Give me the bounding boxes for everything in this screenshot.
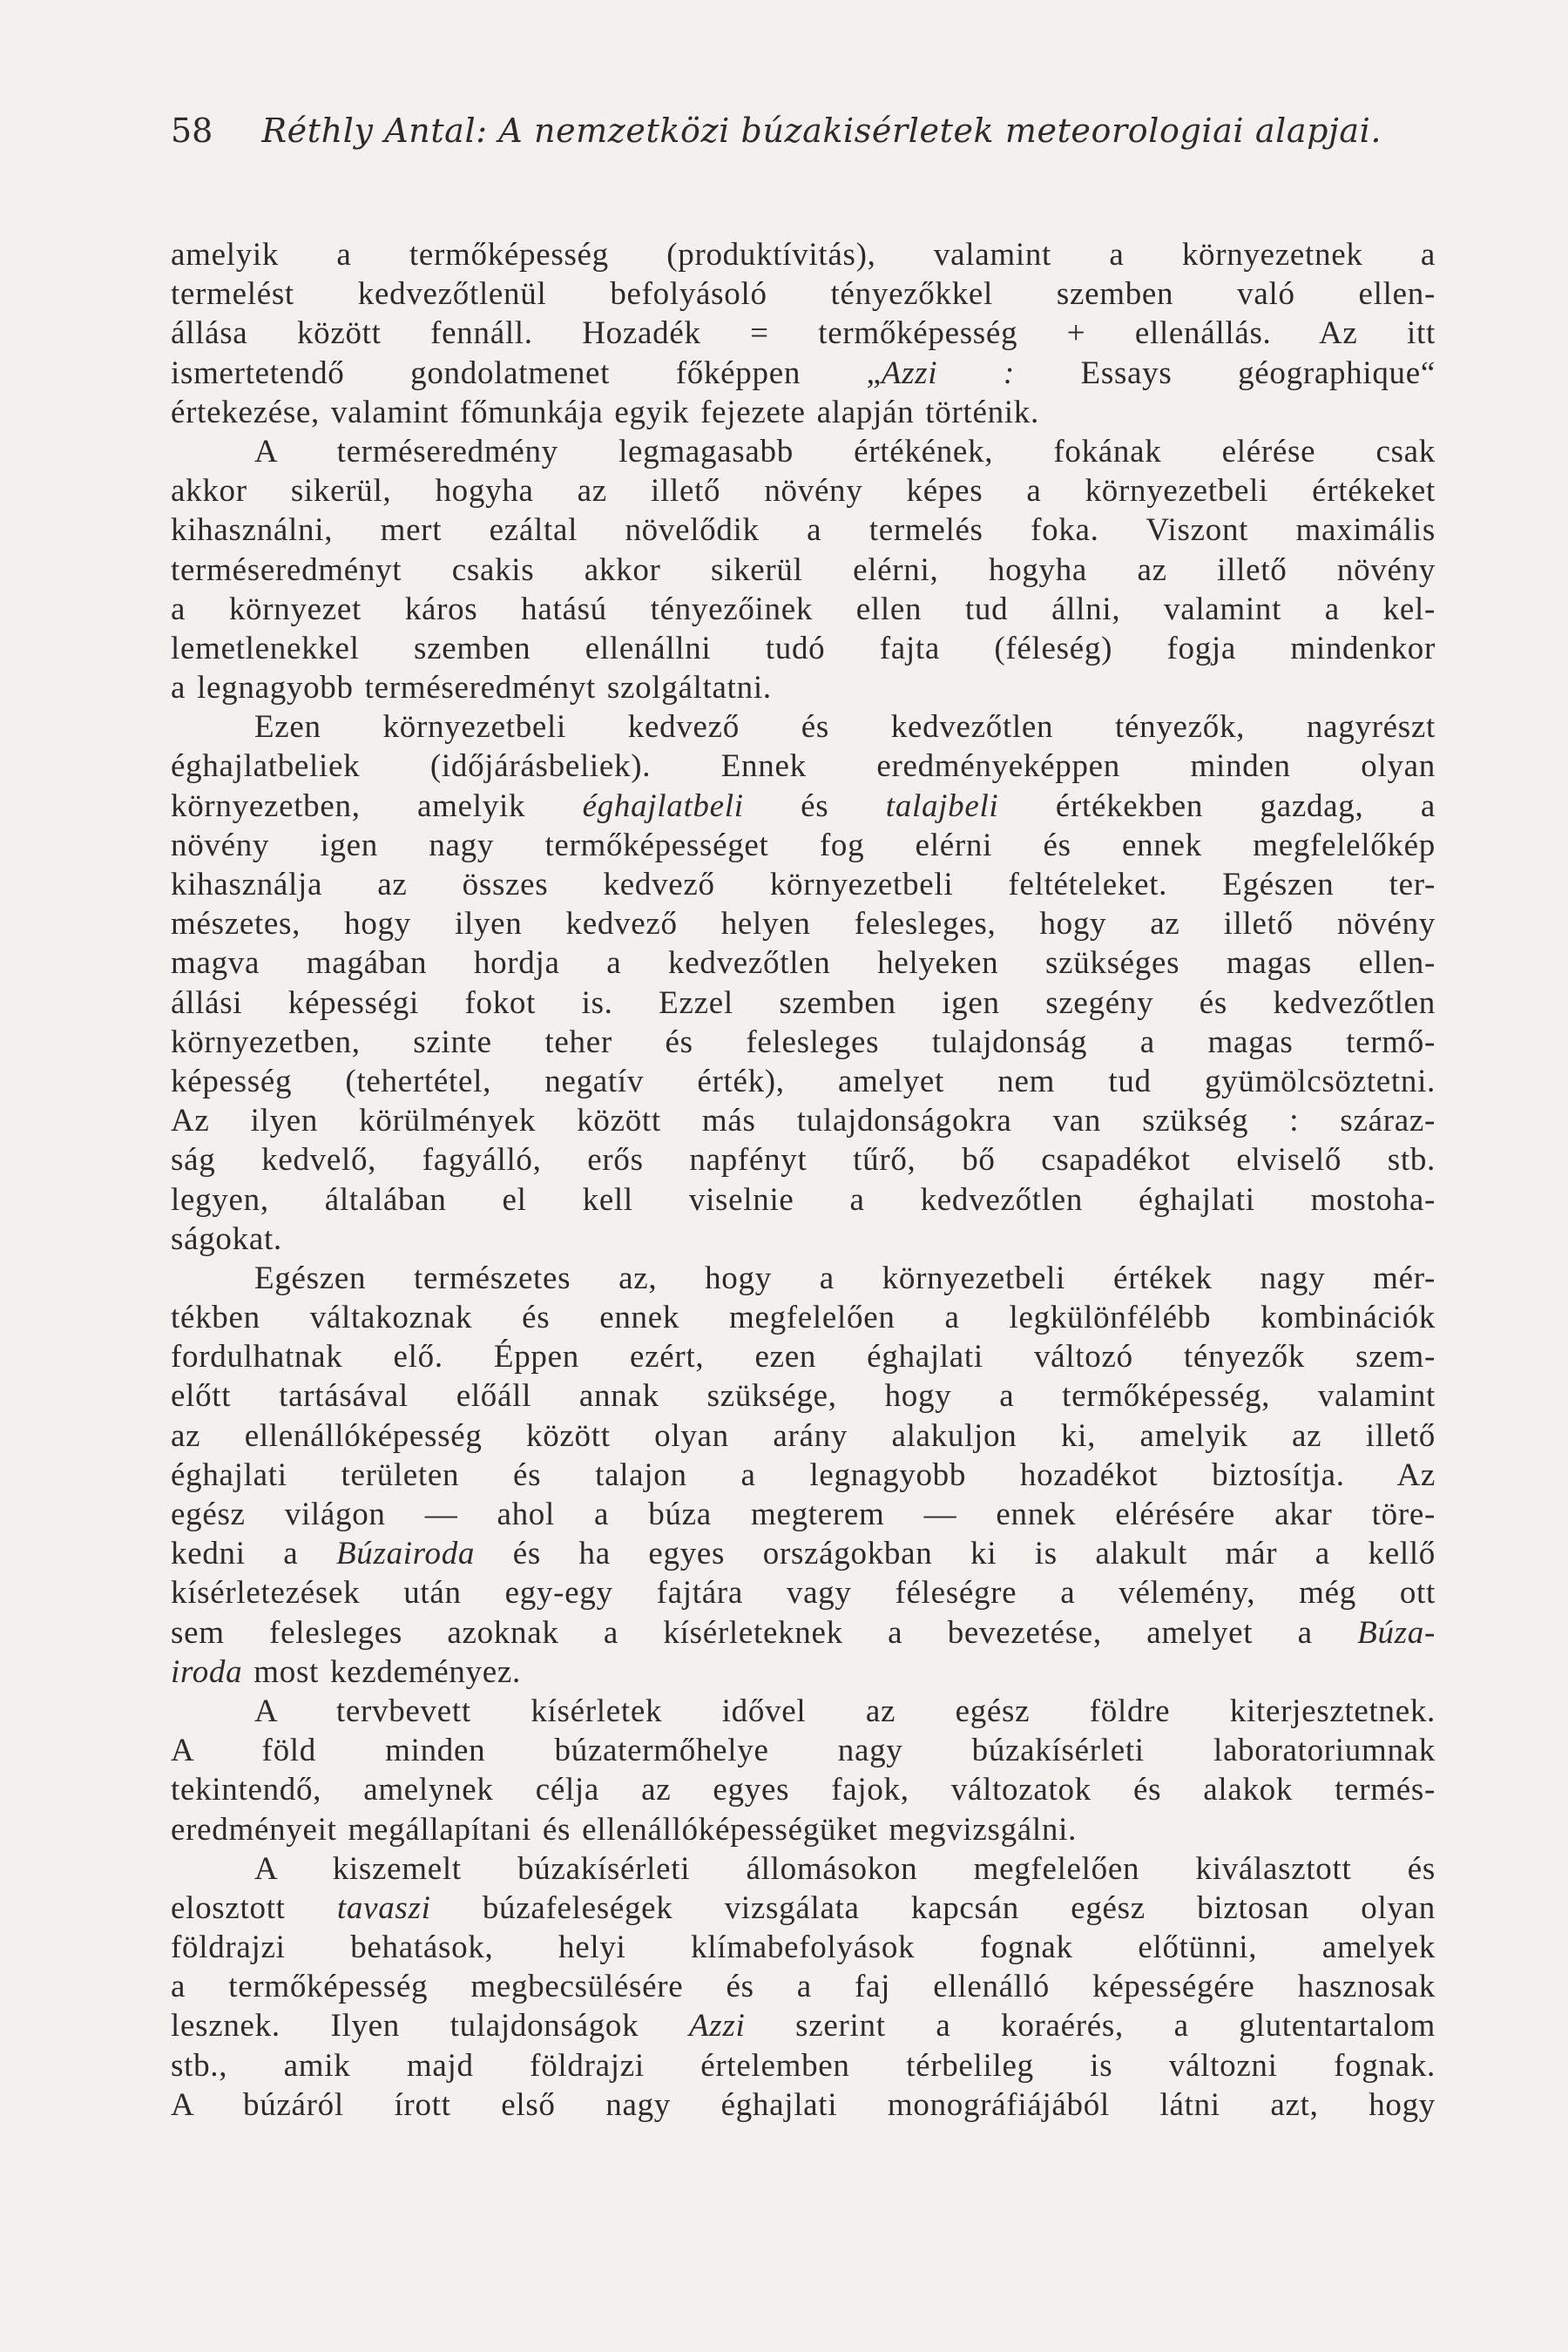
text-segment: stb., amik majd földrajzi értelemben térbelileg is változni fognak. [171,2047,1436,2084]
text-segment: Ezen környezetbeli kedvező és kedvezőtlen tényezők, nagyrészt [254,709,1436,746]
text-line [171,865,1436,904]
text-line [171,1652,1436,1692]
text-segment: elosztott [171,1889,337,1926]
text-line [171,1376,1436,1416]
italic-text: iroda [171,1653,243,1690]
page-number: 58 [171,112,213,150]
text-segment: kihasználja az összes kedvező környezetbeli feltételeket. Egészen ter- [171,867,1436,902]
italic-text: Azzi [689,2008,746,2044]
text-segment: az ellenállóképesség között olyan arány alakuljon ki, amelyik az illető [171,1417,1436,1454]
text-line [171,1889,1436,1928]
text-line [171,787,1436,826]
text-line [171,551,1436,590]
text-segment: fordulhatnak elő. Éppen ezért, ezen éghajlati változó tényezők szem- [171,1339,1436,1375]
text-segment: növény igen nagy termőképességet fog elérni és ennek megfelelőkép [171,827,1436,863]
text-segment: ságokat. [171,1220,282,1257]
text-line [171,354,1436,393]
text-segment: Essays géographique“ [1014,355,1436,391]
text-line [171,1731,1436,1770]
text-line [171,629,1436,668]
text-line [171,1692,1436,1731]
italic-text: Azzi : [881,355,1015,391]
text-segment: akkor sikerül, hogyha az illető növény képes a környezetbeli értékeket [171,473,1436,510]
text-segment: állási képességi fokot is. Ezzel szemben igen szegény és kedvezőtlen [171,984,1436,1021]
text-segment: értékekben gazdag, a [998,787,1436,824]
text-line [171,1849,1436,1889]
text-segment: és [743,787,886,824]
text-segment: szerint a koraérés, a glutentartalom [745,2008,1436,2044]
text-segment: tekintendő, amelynek célja az egyes fajok, változatok és alakok termés- [171,1772,1436,1808]
text-line [171,274,1436,314]
page-header [171,112,1434,150]
text-line [171,1573,1436,1612]
text-line [171,1259,1436,1298]
text-segment: Egészen természetes az, hogy a környezetbeli értékek nagy mér- [254,1260,1436,1296]
text-line [171,2085,1436,2125]
text-line [171,510,1436,550]
text-segment: állása között fennáll. Hozadék = termőképesség + ellenállás. Az itt [171,315,1436,352]
text-segment: legyen, általában el kell viselnie a kedvezőtlen éghajlati mostoha- [171,1181,1436,1218]
text-segment: A kiszemelt búzakísérleti állomásokon megfelelően kiválasztott és [254,1850,1436,1887]
text-segment: eredményeit megállapítani és ellenállóképességüket megvizsgálni. [171,1811,1078,1848]
text-segment: ság kedvelő, fagyálló, erős napfényt tűrő, bő csapadékot elviselő stb. [171,1142,1436,1179]
text-line [171,1928,1436,1967]
text-line [171,747,1436,786]
text-line [171,707,1436,747]
text-line [171,1810,1436,1849]
italic-text: Búza- [1357,1614,1436,1651]
text-line [171,235,1436,274]
text-segment: Az ilyen körülmények között más tulajdonságokra van szükség : száraz- [171,1103,1436,1139]
text-segment: A föld minden búzatermőhelye nagy búzakísérleti laboratoriumnak [171,1733,1436,1769]
text-line [171,904,1436,943]
text-segment: terméseredményt csakis akkor sikerül elérni, hogyha az illető növény [171,551,1436,588]
text-line [171,2006,1436,2045]
text-line [171,1101,1436,1140]
text-segment: tékben váltakoznak és ennek megfelelően a legkülönfélébb kombinációk [171,1300,1436,1336]
text-line [171,2046,1436,2085]
text-line [171,432,1436,471]
text-segment: sem felesleges azoknak a kísérleteknek a bevezetése, amelyet a [171,1614,1358,1651]
italic-text: Búzairoda [336,1536,476,1572]
text-line [171,471,1436,510]
text-segment: éghajlati területen és talajon a legnagyobb hozadékot biztosítja. Az [171,1456,1436,1493]
text-segment: ismertetendő gondolatmenet főképpen „ [171,355,882,391]
text-segment: kísérletezések után egy-egy fajtára vagy féleségre a vélemény, még ott [171,1575,1436,1612]
text-line [171,1023,1436,1062]
text-line [171,590,1436,629]
text-segment: A búzáról írott első nagy éghajlati monográfiájából látni azt, hogy [171,2086,1436,2123]
text-segment: környezetben, szinte teher és felesleges tulajdonság a magas termő- [171,1024,1436,1060]
text-segment: képesség (tehertétel, negatív érték), amelyet nem tud gyümölcsöztetni. [171,1063,1436,1099]
text-segment: amelyik a termőképesség (produktívitás), valamint a környezetnek a [171,237,1436,273]
text-line [171,1337,1436,1376]
text-segment: a legnagyobb terméseredményt szolgáltatni. [171,670,772,706]
text-segment: egész világon — ahol a búza megterem — ennek elérésére akar törе- [171,1497,1436,1532]
italic-text: tavaszi [336,1889,431,1926]
italic-text: talajbeli [885,787,999,824]
text-line [171,983,1436,1023]
text-segment: környezetben, amelyik [171,787,583,824]
text-segment: termelést kedvezőtlenül befolyásoló tényezőkkel szemben való ellen- [171,276,1436,313]
text-segment: mészetes, hogy ilyen kedvező helyen felesleges, hogy az illető növény [171,906,1436,943]
text-segment: kihasználni, mert ezáltal növelődik a termelés foka. Viszont maximális [171,512,1436,549]
text-line [171,1770,1436,1809]
text-segment: magva magában hordja a kedvezőtlen helyeken szükséges magas ellen- [171,945,1436,982]
text-segment: búzafeleségek vizsgálata kapcsán egész biztosan olyan [430,1889,1436,1926]
text-segment: A terméseredmény legmagasabb értékének, fokának elérése csak [254,433,1436,470]
text-segment: előtt tartásával előáll annak szüksége, hogy a termőképesség, valamint [171,1378,1436,1415]
text-segment: most kezdeményez. [242,1653,521,1690]
text-line [171,1180,1436,1220]
text-line [171,826,1436,865]
body-text [171,235,1436,2125]
running-title: Réthly Antal: A nemzetközi búzakisérletek meteorologiai alapjai. [261,112,1382,150]
text-line [171,1967,1436,2006]
text-line [171,1495,1436,1534]
text-line [171,1140,1436,1179]
text-line [171,393,1436,432]
text-segment: éghajlatbeliek (időjárásbeliek). Ennek eredményeképpen minden olyan [171,748,1436,785]
text-line [171,943,1436,983]
text-line [171,1416,1436,1456]
text-line [171,668,1436,707]
text-segment: A tervbevett kísérletek idővel az egész földre kiterjesztetnek. [254,1693,1436,1729]
text-segment: a termőképesség megbecsülésére és a faj ellenálló képességére hasznosak [171,1969,1436,2005]
italic-text: éghajlatbeli [582,787,744,824]
text-line [171,1613,1436,1652]
text-segment: a környezet káros hatású tényezőinek ellen tud állni, valamint a kel- [171,591,1436,627]
text-segment: kedni a [171,1536,336,1572]
text-line [171,1220,1436,1259]
text-line [171,1456,1436,1495]
text-line [171,1298,1436,1337]
text-segment: lesznek. Ilyen tulajdonságok [171,2008,689,2044]
text-line [171,314,1436,353]
text-line [171,1062,1436,1101]
text-line [171,1534,1436,1573]
text-segment: értekezése, valamint főmunkája egyik fejezete alapján történik. [171,394,1039,430]
text-segment: és ha egyes országokban ki is alakult már a kellő [475,1536,1436,1572]
text-segment: földrajzi behatások, helyi klímabefolyások fognak előtünni, amelyek [171,1930,1436,1966]
text-segment: lemetlenekkel szemben ellenállni tudó fajta (féleség) fogja mindenkor [171,630,1436,666]
